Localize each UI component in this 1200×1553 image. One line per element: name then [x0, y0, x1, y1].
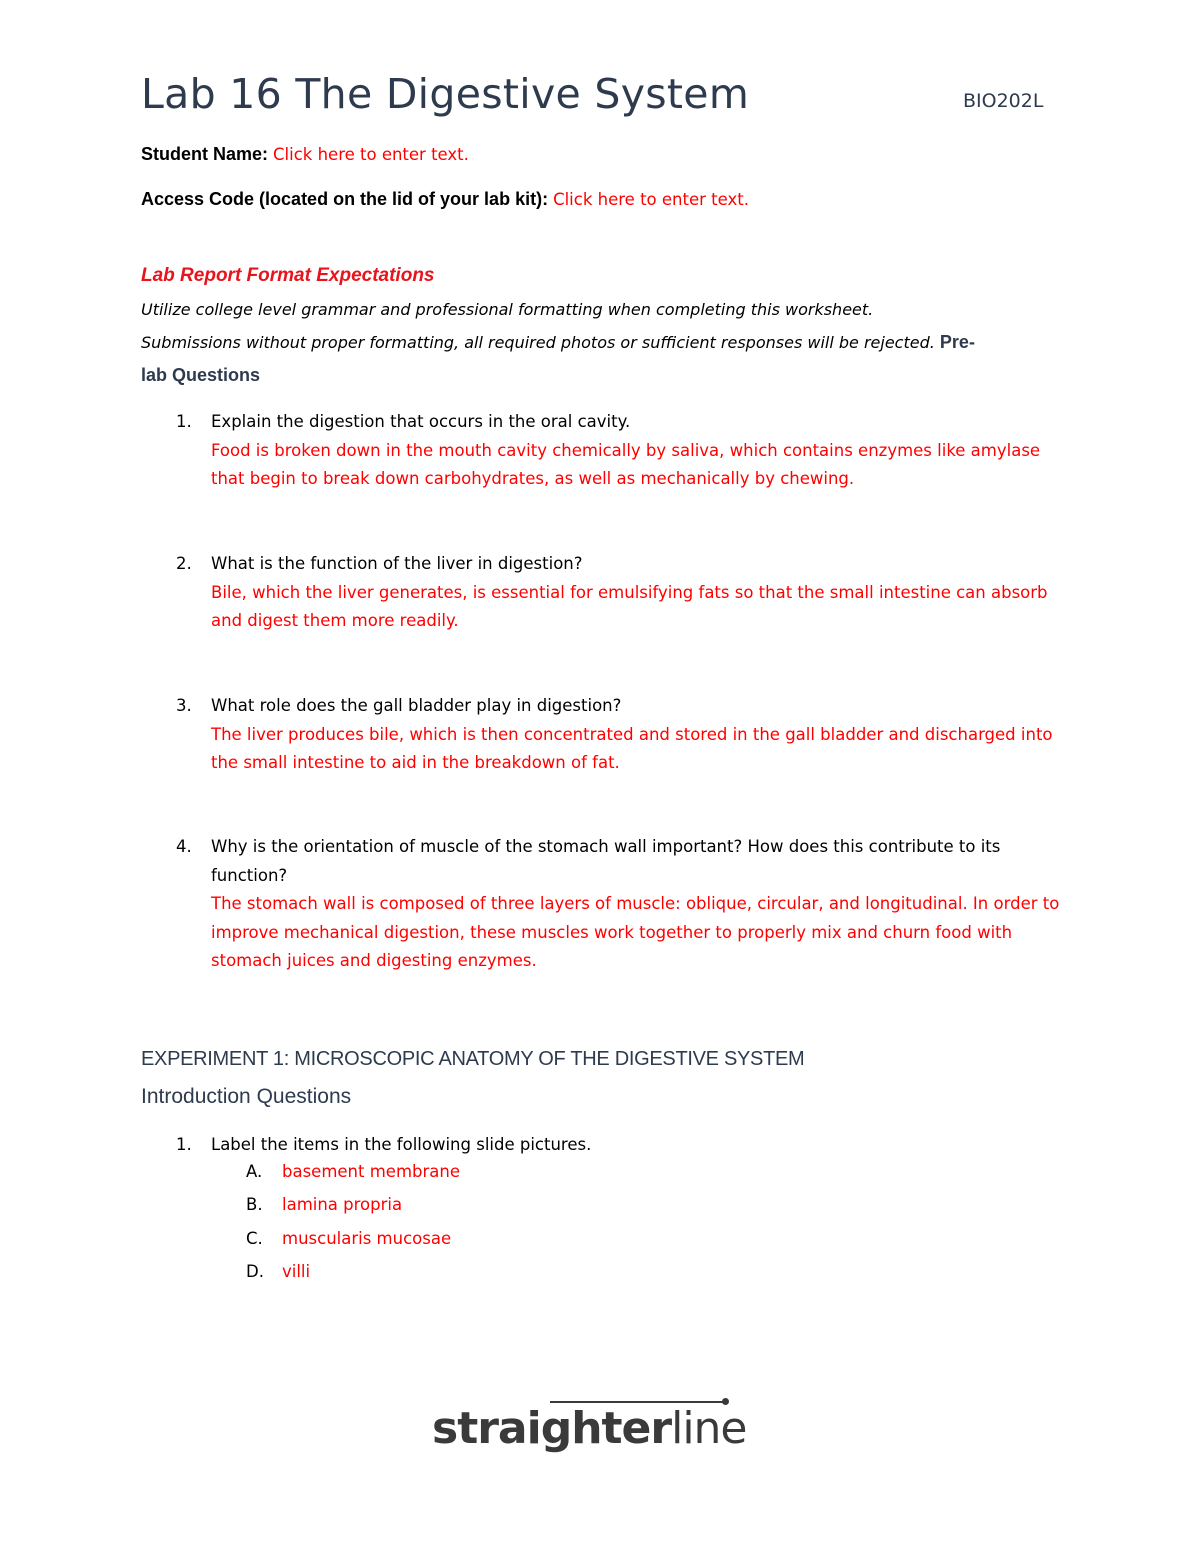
document-title: Lab 16 The Digestive System: [141, 70, 750, 118]
prelab-question: [141, 408, 1071, 494]
question-text: Label the items in the following slide pictures.: [211, 1135, 592, 1154]
question-text: What role does the gall bladder play in digestion?: [211, 696, 622, 715]
answer-text[interactable]: The liver produces bile, which is then concentrated and stored in the gall bladder and discharged into the small intestine to aid in the breakdown of fat.: [211, 724, 1053, 772]
expectations-line-1: Utilize college level grammar and professional formatting when completing this worksheet.: [141, 300, 874, 319]
logo-wordmark: [432, 1403, 747, 1454]
prelab-question: [141, 692, 1071, 778]
introduction-questions-heading: Introduction Questions: [141, 1085, 352, 1108]
course-code: BIO202L: [963, 90, 1044, 112]
slide-label-item: [246, 1229, 451, 1248]
question-text: Explain the digestion that occurs in the oral cavity.: [211, 412, 631, 431]
question-text: Why is the orientation of muscle of the stomach wall important? How does this contribute to its function?: [211, 837, 1001, 885]
student-name-field[interactable]: Click here to enter text.: [273, 145, 469, 164]
prelab-heading-part1: Pre-: [939, 332, 975, 352]
label-answer[interactable]: basement membrane: [282, 1162, 461, 1181]
access-code-label: Access Code (located on the lid of your lab kit):: [141, 189, 549, 209]
access-code-row: [141, 189, 749, 210]
slide-label-item: [246, 1195, 402, 1214]
answer-text[interactable]: Bile, which the liver generates, is essential for emulsifying fats so that the small intestine can absorb and digest them more readily.: [211, 582, 1048, 630]
prelab-heading-part2: lab Questions: [141, 365, 261, 385]
answer-text[interactable]: The stomach wall is composed of three layers of muscle: oblique, circular, and longitudinal. In order to improve mechanical digestion, these muscles work together to properly mix and churn food with stomach juices and digesting enzymes.: [211, 894, 1060, 970]
question-number: 3.: [176, 696, 192, 715]
logo-bold-text: straighter: [432, 1403, 672, 1454]
expectations-line-2-text: Submissions without proper formatting, all required photos or sufficient responses will be rejected.: [141, 333, 935, 352]
label-answer[interactable]: villi: [282, 1262, 311, 1281]
experiment-title: EXPERIMENT 1: MICROSCOPIC ANATOMY OF THE DIGESTIVE SYSTEM: [141, 1048, 805, 1070]
label-letter: D.: [246, 1262, 264, 1281]
question-number: 1.: [176, 1135, 192, 1154]
question-number: 2.: [176, 554, 192, 573]
question-number: 4.: [176, 837, 192, 856]
straighterline-logo: [432, 1395, 762, 1465]
label-answer[interactable]: muscularis mucosae: [282, 1229, 452, 1248]
label-answer[interactable]: lamina propria: [282, 1195, 403, 1214]
slide-label-item: [246, 1162, 460, 1181]
question-number: 1.: [176, 412, 192, 431]
question-text: What is the function of the liver in digestion?: [211, 554, 583, 573]
access-code-field[interactable]: Click here to enter text.: [553, 190, 749, 209]
slide-label-item: [246, 1262, 310, 1281]
prelab-question: [141, 550, 1071, 636]
label-letter: B.: [246, 1195, 263, 1214]
intro-question: [141, 1131, 1071, 1160]
student-name-row: [141, 144, 469, 165]
label-letter: A.: [246, 1162, 263, 1181]
expectations-title: Lab Report Format Expectations: [141, 265, 435, 286]
prelab-question: [141, 833, 1071, 976]
logo-thin-text: line: [671, 1403, 747, 1454]
student-name-label: Student Name:: [141, 144, 269, 164]
expectations-line-2: [141, 332, 975, 353]
label-letter: C.: [246, 1229, 263, 1248]
answer-text[interactable]: Food is broken down in the mouth cavity chemically by saliva, which contains enzymes like amylase that begin to break down carbohydrates, as well as mechanically by chewing.: [211, 440, 1041, 488]
